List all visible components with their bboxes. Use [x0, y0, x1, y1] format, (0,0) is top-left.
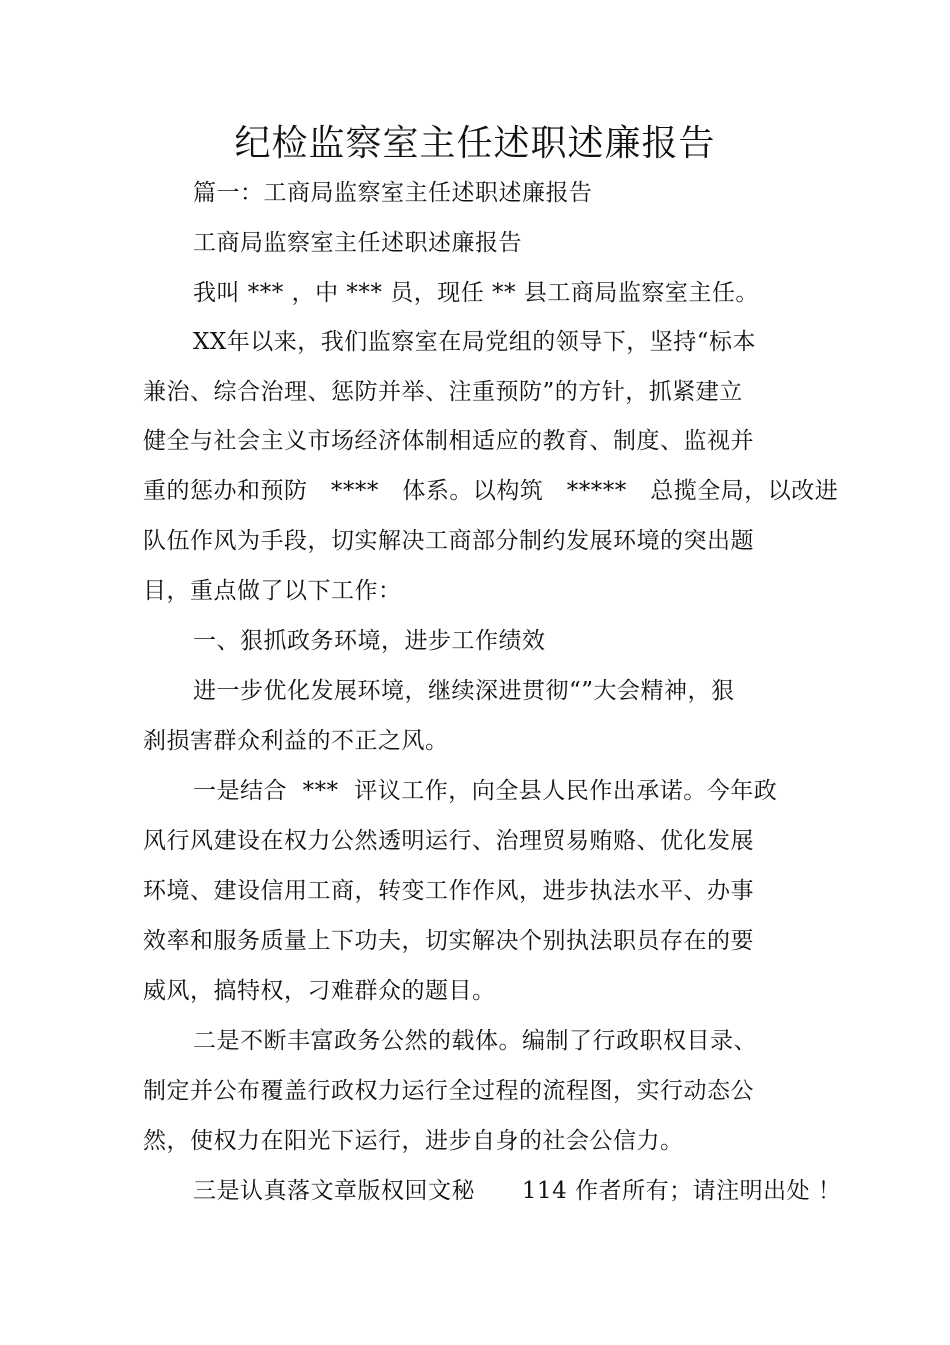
paragraph-line: 我叫 *** ，中 *** 员，现任 ** 县工商局监察室主任。 — [193, 280, 759, 306]
section-heading: 一、狠抓政务环境，进步工作绩效 — [193, 628, 546, 654]
paragraph-line: 二是不断丰富政务公然的载体。编制了行政职权目录、 — [193, 1028, 757, 1054]
paragraph-line: 进一步优化发展环境，继续深进贯彻“”大会精神，狠 — [193, 678, 735, 704]
paragraph-line: 一是结合 *** 评议工作，向全县人民作出承诺。今年政 — [193, 778, 778, 804]
paragraph-line: 健全与社会主义市场经济体制相适应的教育、制度、监视并 — [143, 428, 754, 454]
section-heading: 篇一：工商局监察室主任述职述廉报告 — [193, 180, 593, 206]
paragraph-line: 效率和服务质量上下功夫，切实解决个别执法职员存在的要 — [143, 928, 754, 954]
paragraph-line: XX年以来，我们监察室在局党组的领导下，坚持“标本 — [193, 329, 757, 355]
paragraph-line: 然，使权力在阳光下运行，进步自身的社会公信力。 — [143, 1128, 684, 1154]
paragraph-line: 刹损害群众利益的不正之风。 — [143, 728, 449, 754]
document-title: 纪检监察室主任述职述廉报告 — [234, 123, 716, 164]
paragraph-line: 兼治、综合治理、惩防并举、注重预防”的方针，抓紧建立 — [143, 379, 743, 405]
paragraph-line: 环境、建设信用工商，转变工作作风，进步执法水平、办事 — [143, 878, 754, 904]
paragraph-line: 制定并公布覆盖行政权力运行全过程的流程图，实行动态公 — [143, 1078, 754, 1104]
paragraph-line: 三是认真落文章版权回文秘 114 作者所有；请注明出处 ！ — [193, 1178, 842, 1204]
report-subtitle: 工商局监察室主任述职述廉报告 — [193, 230, 522, 256]
paragraph-line: 风行风建设在权力公然透明运行、治理贸易贿赂、优化发展 — [143, 828, 754, 854]
paragraph-line: 目，重点做了以下工作： — [143, 578, 402, 604]
paragraph-line: 重的惩办和预防 **** 体系。以构筑 ***** 总揽全局，以改进 — [143, 478, 839, 504]
paragraph-line: 威风，搞特权，刁难群众的题目。 — [143, 978, 496, 1004]
paragraph-line: 队伍作风为手段，切实解决工商部分制约发展环境的突出题 — [143, 528, 754, 554]
